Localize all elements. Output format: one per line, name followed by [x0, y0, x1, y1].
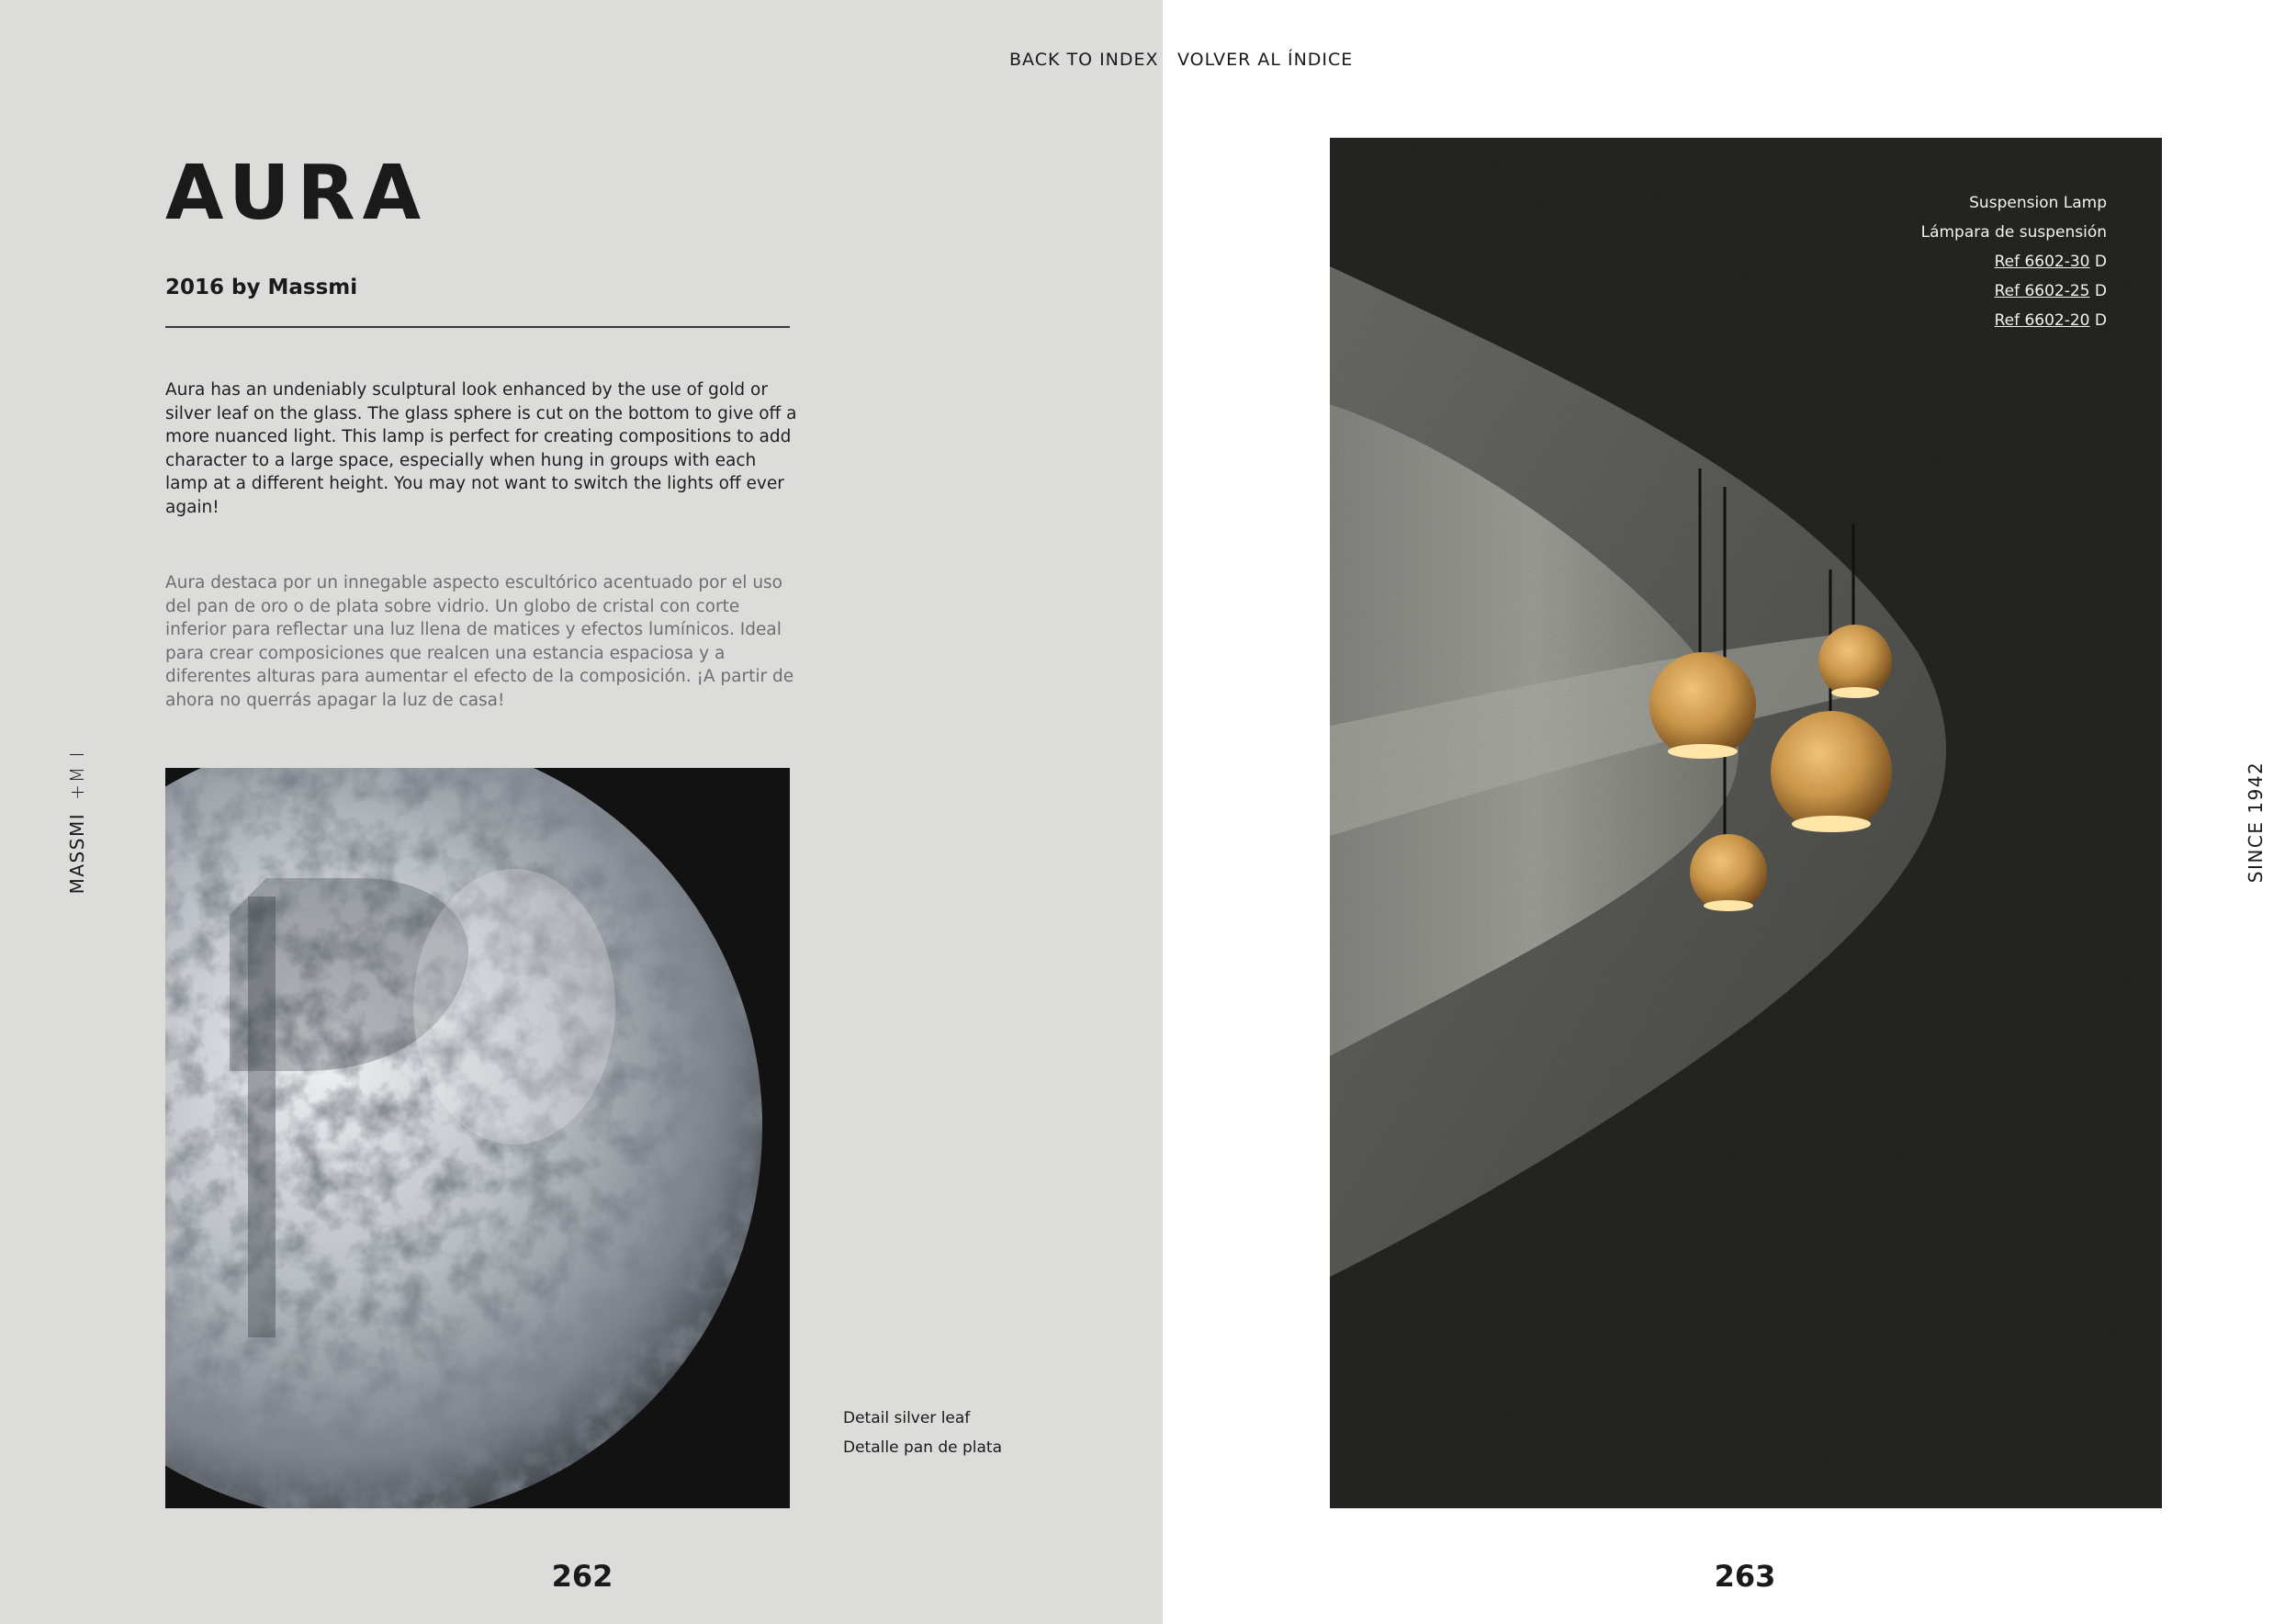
product-subtitle: 2016 by Massmi [165, 276, 358, 299]
ref-suffix: D [2094, 282, 2107, 300]
product-title: AURA [165, 150, 429, 237]
scene-caption-spanish: Lámpara de suspensión [1920, 223, 2107, 242]
detail-caption-english: Detail silver leaf [843, 1409, 971, 1427]
ref-row [1921, 306, 2107, 335]
concrete-staircase-illustration [1330, 138, 2162, 1508]
ref-row [1921, 247, 2107, 276]
ref-link[interactable]: Ref 6602-25 [1994, 282, 2090, 300]
title-divider [165, 326, 790, 328]
ref-link[interactable]: Ref 6602-20 [1994, 311, 2090, 330]
detail-caption [843, 1404, 1002, 1462]
scene-caption [1921, 188, 2107, 335]
description-english: Aura has an undeniably sculptural look enhanced by the use of gold or silver leaf on the glass. The glass sphere is cut on the bottom to give off a more nuanced light. This lamp is perfect for creating compositions to add character to a large space, especially when hung in groups with each lamp at a different height. You may not want to switch the lights off ever again! [165, 380, 797, 517]
ref-row [1921, 276, 2107, 306]
ref-link[interactable]: Ref 6602-30 [1994, 253, 2090, 271]
suspension-lamp-scene-photo [1330, 138, 2162, 1508]
scene-caption-english: Suspension Lamp [1969, 194, 2107, 212]
back-to-index-link[interactable]: BACK TO INDEX [1009, 50, 1159, 70]
page-number-right: 263 [1714, 1559, 1776, 1594]
silver-leaf-detail-photo [165, 768, 790, 1508]
brand-name: MASSMI [66, 812, 88, 895]
volver-al-indice-link[interactable]: VOLVER AL ÍNDICE [1177, 50, 1354, 70]
silver-sphere-illustration [165, 768, 790, 1508]
vertical-brand-label [66, 750, 88, 895]
ref-suffix: D [2094, 253, 2107, 271]
ref-suffix: D [2094, 311, 2107, 330]
brand-logo-mark: +M I [66, 750, 88, 800]
page-number-left: 262 [551, 1559, 613, 1594]
detail-caption-spanish: Detalle pan de plata [843, 1438, 1002, 1457]
since-label: SINCE 1942 [2245, 761, 2267, 884]
description-spanish: Aura destaca por un innegable aspecto escultórico acentuado por el uso del pan de oro o de plata sobre vidrio. Un globo de cristal con corte inferior para reflectar una luz llena de matices y efectos lumínicos. Ideal para crear composiciones que realcen una estancia espaciosa y a diferentes alturas para aumentar el efecto de la composición. ¡A partir de ahora no querrás apagar la luz de casa! [165, 573, 794, 710]
